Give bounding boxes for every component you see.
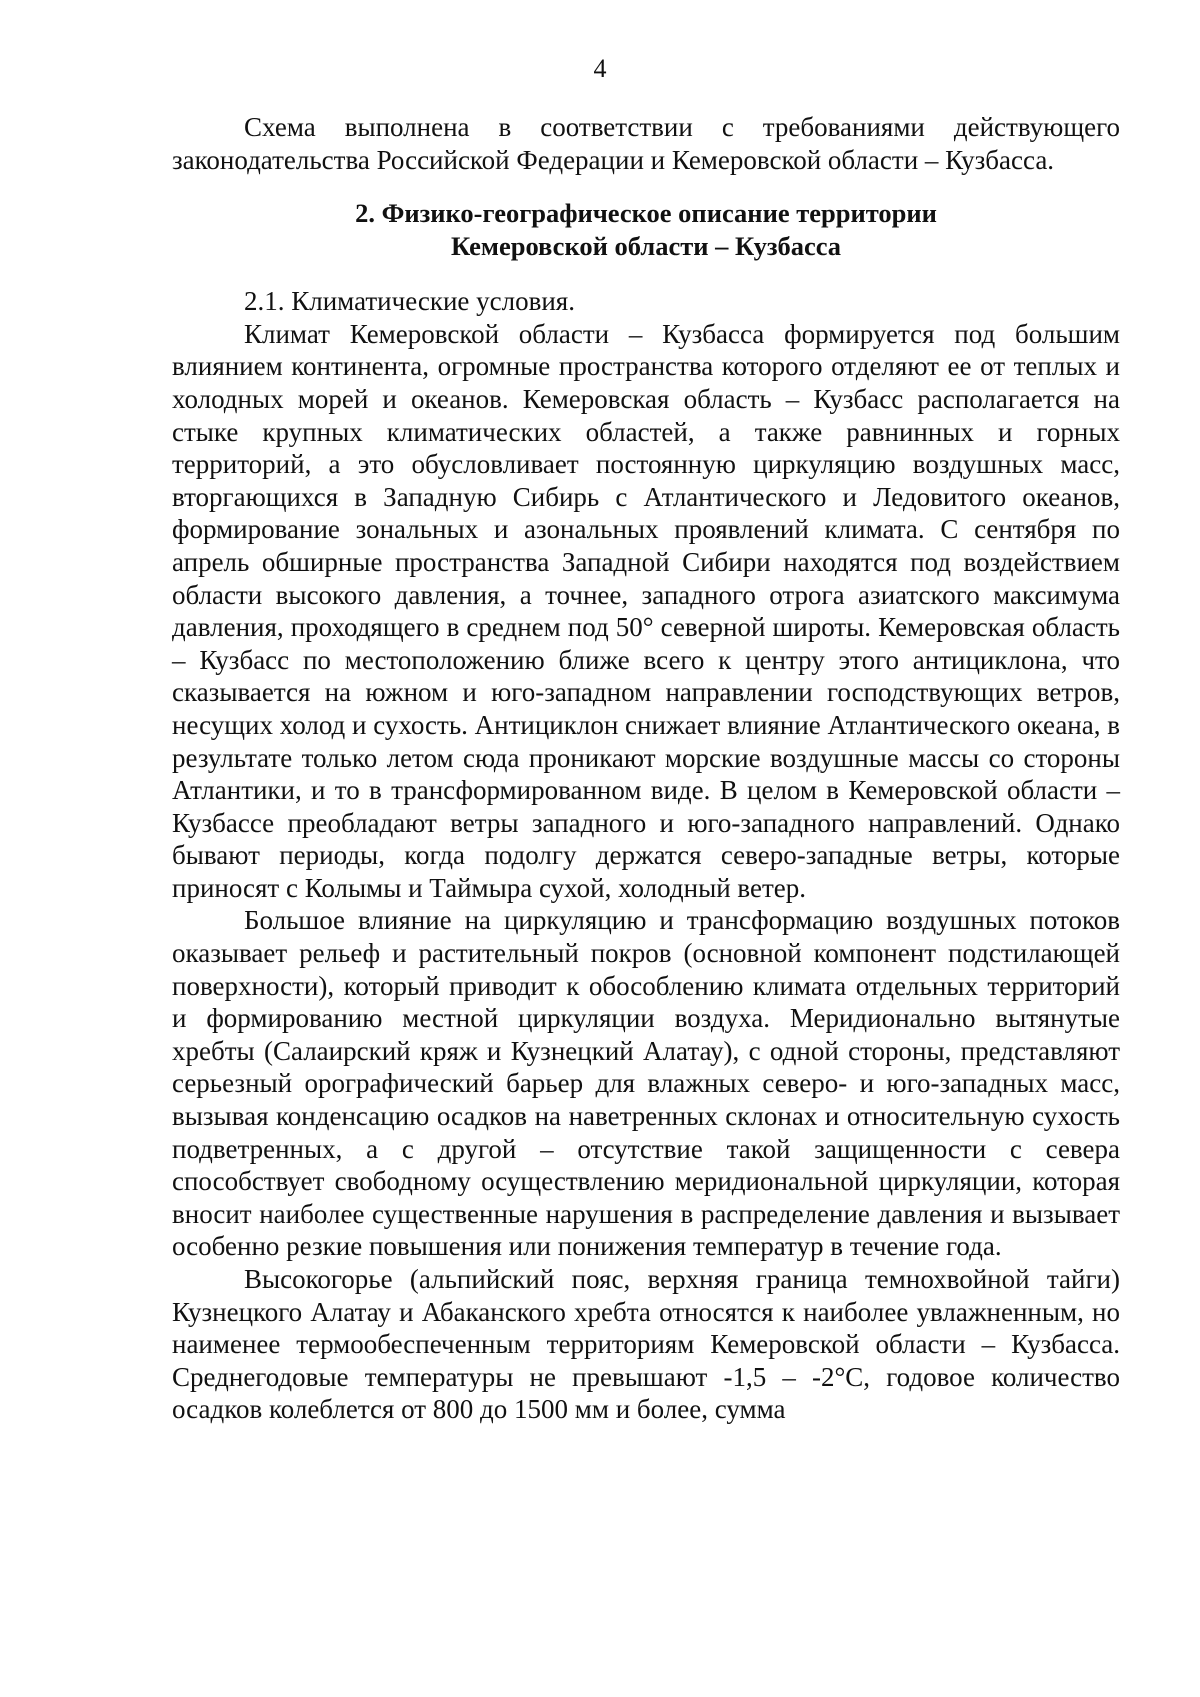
intro-paragraph: Схема выполнена в соответствии с требованиями действующего законодательства Российской Федерации и Кемеровской области – Кузбасса. bbox=[172, 112, 1120, 175]
page-number: 4 bbox=[593, 54, 607, 83]
body-paragraph: Большое влияние на циркуляцию и трансформацию воздушных потоков оказывает рельеф и растительный покров (основной компонент подстилающей поверхности), который приводит к обособлению климата отдельных территорий и формированию местной циркуляции воздуха. Меридионально вытянутые хребты (Салаирский кряж и Кузнецкий Алатау), с одной стороны, представляют серьезный орографический барьер для влажных северо- и юго-западных масс, вызывая конденсацию осадков на наветренных склонах и относительную сухость подветренных, а с другой – отсутствие такой защищенности с севера способствует свободному осуществлению меридиональной циркуляции, которая вносит наиболее существенные нарушения в распределение давления и вызывает особенно резкие повышения или понижения температур в течение года. bbox=[172, 905, 1120, 1262]
section-title-line-1: 2. Физико-географическое описание территории bbox=[355, 198, 937, 229]
section-heading bbox=[172, 197, 1120, 263]
subsection-title: 2.1. Климатические условия. bbox=[244, 286, 575, 317]
document-body bbox=[172, 111, 1120, 1426]
section-title-line-2: Кемеровской области – Кузбасса bbox=[450, 231, 842, 262]
body-paragraph: Высокогорье (альпийский пояс, верхняя граница темнохвойной тайги) Кузнецкого Алатау и Абаканского хребта относятся к наиболее увлажненным, но наименее термообеспеченным территориям Кемеровской области – Кузбасса. Среднегодовые температуры не превышают -1,5 – -2°С, годовое количество осадков колеблется от 800 до 1500 мм и более, сумма bbox=[172, 1264, 1120, 1425]
body-paragraph: Климат Кемеровской области – Кузбасса формируется под большим влиянием континента, огромные пространства которого отделяют ее от теплых и холодных морей и океанов. Кемеровская область – Кузбасс располагается на стыке крупных климатических областей, а также равнинных и горных территорий, а это обусловливает постоянную циркуляцию воздушных масс, вторгающихся в Западную Сибирь с Атлантического и Ледовитого океанов, формирование зональных и азональных проявлений климата. С сентября по апрель обширные пространства Западной Сибири находятся под воздействием области высокого давления, а точнее, западного отрога азиатского максимума давления, проходящего в среднем под 50° северной широты. Кемеровская область – Кузбасс по местоположению ближе всего к центру этого антициклона, что сказывается на южном и юго-западном направлении господствующих ветров, несущих холод и сухость. Антициклон снижает влияние Атлантического океана, в результате только летом сюда проникают морские воздушные массы со стороны Атлантики, и то в трансформированном виде. В целом в Кемеровской области – Кузбассе преобладают ветры западного и юго-западного направлений. Однако бывают периоды, когда подолгу держатся северо-западные ветры, которые приносят с Колымы и Таймыра сухой, холодный ветер. bbox=[172, 318, 1120, 903]
